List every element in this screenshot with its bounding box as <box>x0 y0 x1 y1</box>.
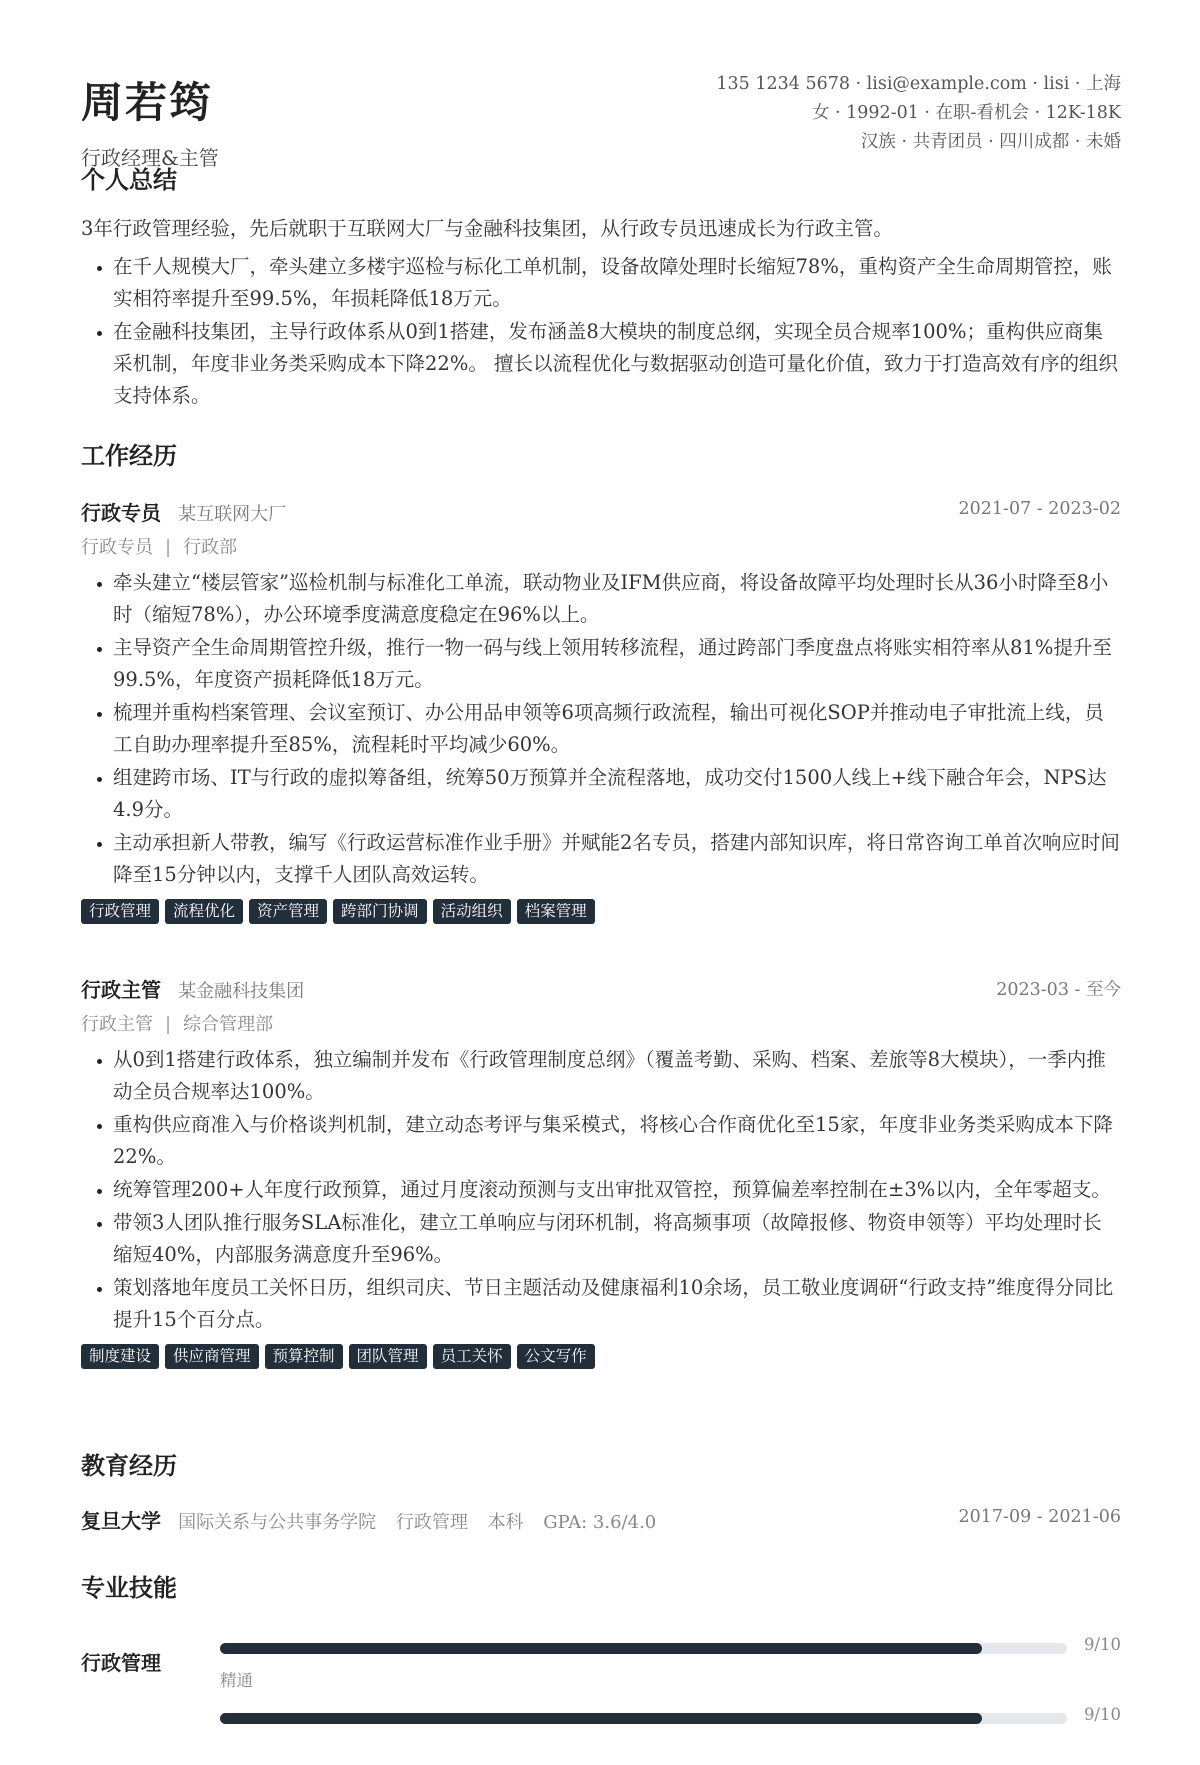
skill-tags <box>81 899 1121 924</box>
job-bullet: • 主动承担新人带教，编写《行政运营标准作业手册》并赋能2名专员，搭建内部知识库，将日常咨询工单首次响应时间降至15分钟以内，支撑千人团队高效运转。 <box>113 827 1121 891</box>
job-entry <box>81 497 1121 924</box>
job-bullet: • 组建跨市场、IT与行政的虚拟筹备组，统筹50万预算并全流程落地，成功交付1500人线上+线下融合年会，NPS达4.9分。 <box>113 762 1121 826</box>
work-section <box>81 436 1121 1365</box>
summary-bullet: • 在千人规模大厂，牵头建立多楼宇巡检与标化工单机制，设备故障处理时长缩短78%，重构资产全生命周期管控，账实相符率提升至99.5%，年损耗降低18万元。 <box>113 251 1121 315</box>
job-role: 行政专员 <box>81 537 153 558</box>
skill-item <box>81 1695 1121 1765</box>
job-bullet: • 统筹管理200+人年度行政预算，通过月度滚动预测与支出审批双管控，预算偏差率控制在±3%以内，全年零超支。 <box>113 1174 1121 1206</box>
skill-tag: 活动组织 <box>433 899 511 924</box>
skill-name: 行政管理 <box>81 1651 161 1675</box>
job-title: 行政主管 <box>81 978 161 1002</box>
job-dept: 行政部 <box>183 537 238 558</box>
education-date: 2017-09 - 2021-06 <box>958 1507 1121 1527</box>
skill-tag: 行政管理 <box>81 899 159 924</box>
job-bullet: • 重构供应商准入与价格谈判机制，建立动态考评与集采模式，将核心合作商优化至15家，年度非业务类采购成本下降22%。 <box>113 1109 1121 1173</box>
job-bullet: • 主导资产全生命周期管控升级，推行一物一码与线上领用转移流程，通过跨部门季度盘点将账实相符率从81%提升至99.5%，年度资产损耗降低18万元。 <box>113 632 1121 696</box>
skill-tag: 流程优化 <box>165 899 243 924</box>
separator: | <box>165 537 172 558</box>
job-date: 2021-07 - 2023-02 <box>958 499 1121 519</box>
skill-bar-fill <box>220 1713 982 1724</box>
skills-section <box>81 1568 1121 1765</box>
job-header <box>81 974 1121 1004</box>
job-bullets <box>81 1044 1121 1336</box>
skill-tag: 团队管理 <box>349 1344 427 1369</box>
job-title: 行政专员 <box>81 501 161 525</box>
skill-score: 9/10 <box>1083 1705 1121 1724</box>
job-bullet: • 牵头建立“楼层管家”巡检机制与标准化工单流，联动物业及IFM供应商，将设备故障平均处理时长从36小时降至8小时（缩短78%），办公环境季度满意度稳定在96%以上。 <box>113 567 1121 631</box>
contact-line-3: 汉族 · 共青团员 · 四川成都 · 未婚 <box>860 132 1121 152</box>
skill-bar-fill <box>220 1643 982 1654</box>
section-title-summary: 个人总结 <box>81 165 177 194</box>
separator: | <box>165 1014 172 1035</box>
major: 行政管理 <box>395 1512 468 1533</box>
job-bullet: • 从0到1搭建行政体系，独立编制并发布《行政管理制度总纲》（覆盖考勤、采购、档案、差旅等8大模块），一季内推动全员合规率达100%。 <box>113 1044 1121 1108</box>
contact-line-2: 女 · 1992-01 · 在职-看机会 · 12K-18K <box>811 103 1121 123</box>
summary-bullets <box>81 251 1121 412</box>
contact-info <box>716 70 1121 157</box>
job-role-line <box>81 533 1121 559</box>
candidate-title: 行政经理&主管 <box>81 146 219 170</box>
section-title-education: 教育经历 <box>81 1451 177 1480</box>
education-section <box>81 1446 1121 1535</box>
gpa: GPA: 3.6/4.0 <box>543 1512 657 1533</box>
job-entry <box>81 974 1121 1369</box>
skill-tag: 供应商管理 <box>165 1344 259 1369</box>
skill-item <box>81 1625 1121 1695</box>
skill-tag: 预算控制 <box>265 1344 343 1369</box>
job-date: 2023-03 - 至今 <box>996 980 1121 1000</box>
job-bullets <box>81 567 1121 891</box>
job-company: 某金融科技集团 <box>178 981 305 1002</box>
degree: 本科 <box>487 1512 524 1533</box>
skill-tag: 公文写作 <box>517 1344 595 1369</box>
candidate-name: 周若筠 <box>81 78 214 127</box>
resume-header <box>81 0 1121 180</box>
skill-tag: 制度建设 <box>81 1344 159 1369</box>
section-title-work: 工作经历 <box>81 441 177 470</box>
skill-tag: 员工关怀 <box>433 1344 511 1369</box>
skill-tag: 资产管理 <box>249 899 327 924</box>
skill-tag: 档案管理 <box>517 899 595 924</box>
section-title-skills: 专业技能 <box>81 1573 177 1602</box>
skill-tag: 跨部门协调 <box>333 899 427 924</box>
job-bullet: • 梳理并重构档案管理、会议室预订、办公用品申领等6项高频行政流程，输出可视化SOP并推动电子审批流上线，员工自助办理率提升至85%，流程耗时平均减少60%。 <box>113 697 1121 761</box>
job-bullet: • 带领3人团队推行服务SLA标准化，建立工单响应与闭环机制，将高频事项（故障报修、物资申领等）平均处理时长缩短40%，内部服务满意度升至96%。 <box>113 1207 1121 1271</box>
education-details <box>178 1512 670 1533</box>
skill-score: 9/10 <box>1083 1635 1121 1654</box>
summary-bullet: • 在金融科技集团，主导行政体系从0到1搭建，发布涵盖8大模块的制度总纲，实现全员合规率100%；重构供应商集采机制，年度非业务类采购成本下降22%。 擅长以流程优化与数据驱动创造可量化价值，致力于打造高效有序的组织支持体系。 <box>113 316 1121 412</box>
skill-bar-track <box>220 1713 1067 1724</box>
job-bullet: • 策划落地年度员工关怀日历，组织司庆、节日主题活动及健康福利10余场，员工敬业度调研“行政支持”维度得分同比提升15个百分点。 <box>113 1272 1121 1336</box>
skill-level: 精通 <box>220 1671 253 1690</box>
college: 国际关系与公共事务学院 <box>178 1512 377 1533</box>
school-name: 复旦大学 <box>81 1509 161 1533</box>
contact-line-1: 135 1234 5678 · lisi@example.com · lisi · 上海 <box>716 74 1121 94</box>
job-header <box>81 497 1121 527</box>
summary-section <box>81 160 1121 413</box>
job-role-line <box>81 1010 1121 1036</box>
resume-page <box>81 0 1121 1724</box>
job-dept: 综合管理部 <box>183 1014 274 1035</box>
job-role: 行政主管 <box>81 1014 153 1035</box>
skill-tags <box>81 1344 1121 1369</box>
summary-lead: 3年行政管理经验，先后就职于互联网大厂与金融科技集团，从行政专员迅速成长为行政主管。 <box>81 217 893 240</box>
education-entry <box>81 1505 1121 1535</box>
skill-bar-track <box>220 1643 1067 1654</box>
job-company: 某互联网大厂 <box>178 504 287 525</box>
